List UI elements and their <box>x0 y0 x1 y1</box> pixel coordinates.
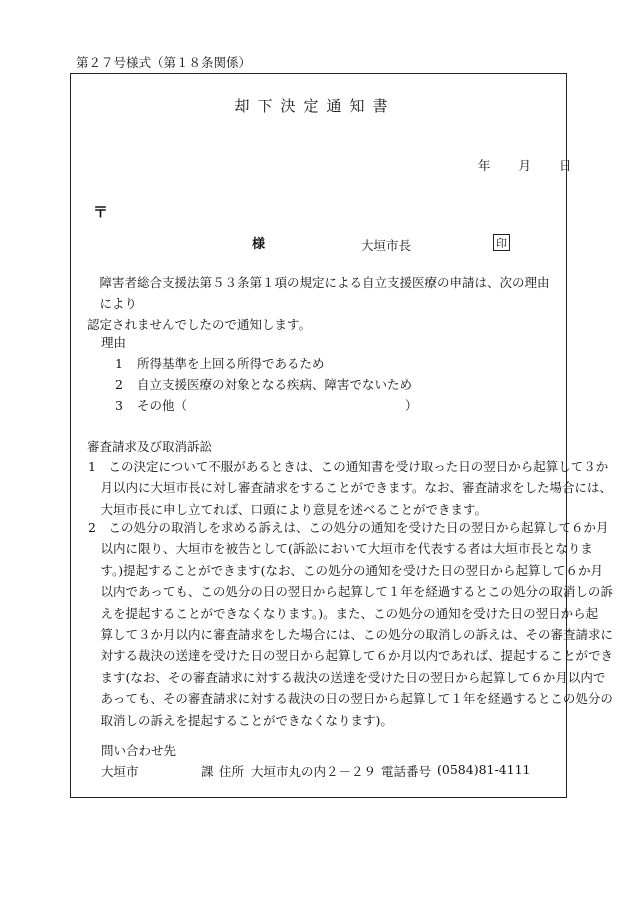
notice-body-line: 障害者総合支援法第５３条第１項の規定による自立支援医療の申請は、次の理由により <box>99 275 550 311</box>
reason-text: 所得基準を上回る所得であるため <box>137 356 325 371</box>
appeal-line: あっても、その審査請求に対する裁決の日の翌日から起算して１年を経過するとこの処分の <box>88 691 613 707</box>
appeal-line: 取消しの訴えを提起することができなくなります)。 <box>88 712 393 728</box>
appeal-line: 大垣市長に申し立てれば、口頭により意見を述べることができます。 <box>88 501 488 517</box>
contact-city: 大垣市 <box>101 764 139 779</box>
date-month: 月 <box>518 158 532 173</box>
appeal-line: 1 この決定について不服があるときは、この通知書を受け取った日の翌日から起算して３か <box>88 459 609 474</box>
appeal-line: 以内であっても、この処分の日の翌日から起算して１年を経過するとこの処分の取消しの訴 <box>88 584 613 600</box>
date-day: 日 <box>559 158 572 173</box>
appeal-line: 月以内に大垣市長に対し審査請求をすることができます。なお、審査請求をした場合には、 <box>88 480 613 496</box>
notice-body <box>87 272 557 335</box>
appeal-line: 以内に限り、大垣市を被告として(訴訟において大垣市を代表する者は大垣市長となりま <box>88 541 593 557</box>
date-row <box>478 156 572 174</box>
contact-address-label: 住所 <box>219 764 245 779</box>
appeal-line: 対する裁決の送達を受けた日の翌日から起算して６か月以内であれば、提起することができ <box>88 648 614 664</box>
contact-phone: (0584)81-4111 <box>437 762 531 777</box>
seal-mark: 印 <box>493 234 510 251</box>
appeal-line: ます(なお、その審査請求に対する裁決の送達を受けた日の翌日から起算して６か月以内で <box>88 669 606 685</box>
contact-phone-label: 電話番号 <box>381 764 432 779</box>
reason-other-close: ） <box>405 398 418 413</box>
issuer-name: 大垣市長 <box>361 238 412 253</box>
reason-number: 1 <box>115 356 123 371</box>
reason-number: 3 <box>115 398 123 413</box>
appeal-line: 2 この処分の取消しを求める訴えは、この処分の通知を受けた日の翌日から起算して６か月 <box>88 520 609 535</box>
appeal-item-2 <box>88 517 614 731</box>
reasons-heading: 理由 <box>101 335 127 350</box>
postal-mark: 〒 <box>93 203 109 221</box>
date-year: 年 <box>478 158 491 173</box>
appeal-item-1 <box>88 456 613 520</box>
contact-heading: 問い合わせ先 <box>101 743 177 758</box>
reason-item <box>115 396 187 414</box>
reason-text: 自立支援医療の対象となる疾病、障害でないため <box>137 377 413 392</box>
appeal-line: えを提起することができなくなります。)。また、この処分の通知を受けた日の翌日から起 <box>88 605 599 621</box>
reason-text: その他（ <box>137 398 188 413</box>
appeal-heading: 審査請求及び取消訴訟 <box>87 439 213 454</box>
appeal-line: 算して３か月以内に審査請求をした場合には、この処分の取消しの訴えは、その審査請求に <box>88 627 614 643</box>
form-number: 第２７号様式（第１８条関係） <box>76 55 252 70</box>
addressee-suffix: 様 <box>252 237 266 252</box>
contact-address: 大垣市丸の内２－２９ <box>251 764 377 779</box>
notice-body-line: 認定されませんでしたので通知します。 <box>87 317 312 332</box>
contact-section: 課 <box>201 764 214 779</box>
reason-number: 2 <box>115 377 123 392</box>
reason-item <box>115 375 412 393</box>
reason-item <box>115 354 325 372</box>
appeal-line: す。)提起することができます(なお、この処分の通知を受けた日の翌日から起算して６か月 <box>88 562 604 578</box>
document-title: 却下決定通知書 <box>234 97 396 115</box>
